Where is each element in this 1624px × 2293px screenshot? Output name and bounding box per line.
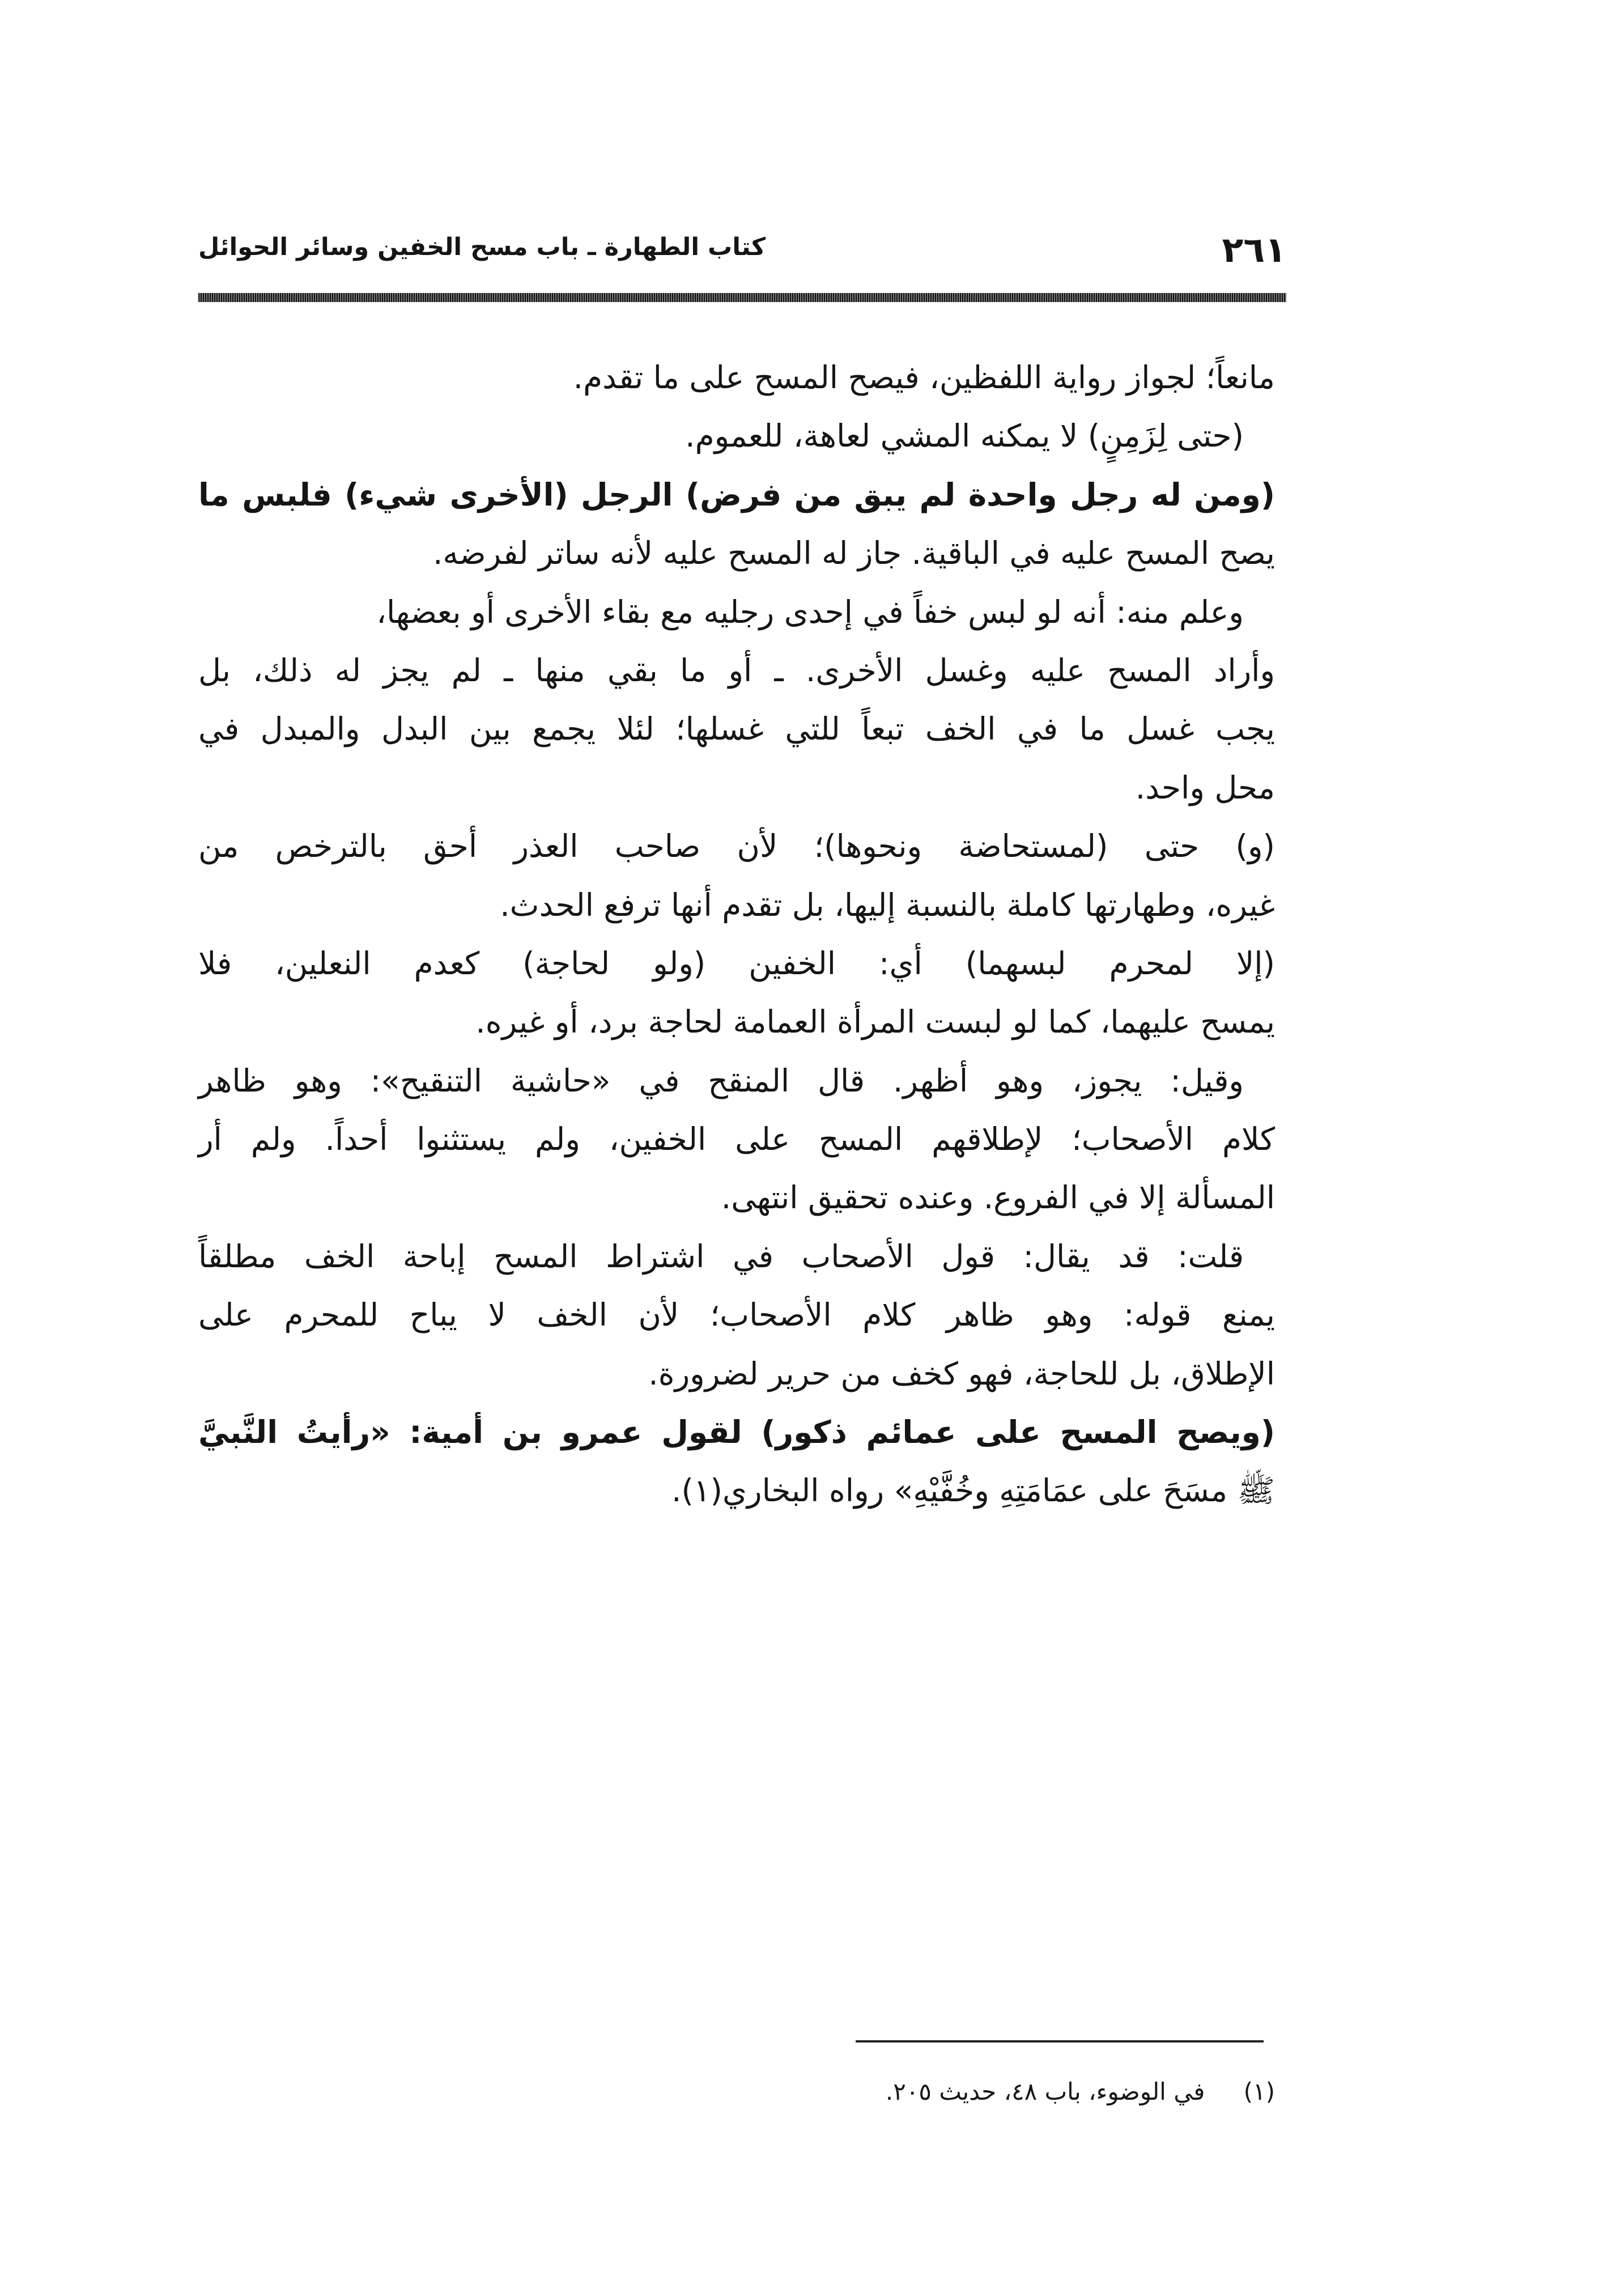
text-line: ﷺ مسَحَ على عمَامَتِهِ وخُفَّيْهِ» رواه البخاري(١). [671, 1472, 1275, 1509]
text-line: وعلم منه: أنه لو لبس خفاً في إحدى رجليه مع بقاء الأخرى أو بعضها، [376, 593, 1244, 630]
page-header [198, 224, 1286, 281]
text-line: (إلا لمحرم لبسهما) أي: الخفين (ولو لحاجة) كعدم النعلين، فلا [198, 945, 1275, 982]
text-line: المسألة إلا في الفروع. وعنده تحقيق انتهى. [721, 1179, 1275, 1216]
text-line: (ومن له رجل واحدة لم يبق من فرض) الرجل (الأخرى شيء) فلبس ما [198, 476, 1275, 513]
header-rule [198, 293, 1286, 302]
running-title: كتاب الطهارة ـ باب مسح الخفين وسائر الحوائل [198, 233, 766, 261]
text-line: يمنع قوله: وهو ظاهر كلام الأصحاب؛ لأن الخف لا يباح للمحرم على [198, 1297, 1275, 1334]
page-number: ٢٦١ [1222, 229, 1286, 270]
text-line: الإطلاق، بل للحاجة، فهو كخف من حرير لضرورة. [648, 1355, 1275, 1392]
footnote-text: في الوضوء، باب ٤٨، حديث ٢٠٥. [885, 2078, 1205, 2105]
footnote [198, 2077, 1275, 2107]
text-line: قلت: قد يقال: قول الأصحاب في اشتراط المسح إباحة الخف مطلقاً [198, 1238, 1244, 1275]
text-line: كلام الأصحاب؛ لإطلاقهم المسح على الخفين، ولم يستثنوا أحداً. ولم أر [198, 1121, 1275, 1158]
text-line: (ويصح المسح على عمائم ذكور) لقول عمرو بن أمية: «رأيتُ النَّبيَّ [198, 1414, 1275, 1451]
text-line: غيره، وطهارتها كاملة بالنسبة إليها، بل تقدم أنها ترفع الحدث. [500, 886, 1275, 923]
text-line: (حتى لِزَمِنٍ) لا يمكنه المشي لعاهة، للعموم. [685, 418, 1244, 455]
text-line: وقيل: يجوز، وهو أظهر. قال المنقح في «حاشية التنقيح»: وهو ظاهر [198, 1062, 1244, 1099]
text-line: وأراد المسح عليه وغسل الأخرى. ـ أو ما بقي منها ـ لم يجز له ذلك، بل [198, 652, 1275, 689]
text-line: (و) حتى (لمستحاضة ونحوها)؛ لأن صاحب العذر أحق بالترخص من [198, 828, 1275, 865]
text-line: يجب غسل ما في الخف تبعاً للتي غسلها؛ لئلا يجمع بين البدل والمبدل في [198, 711, 1275, 748]
footnote-number: (١) [1243, 2078, 1275, 2105]
text-line: يمسح عليهما، كما لو لبست المرأة العمامة لحاجة برد، أو غيره. [475, 1004, 1275, 1041]
text-line: محل واحد. [1135, 769, 1275, 806]
text-line: مانعاً؛ لجواز رواية اللفظين، فيصح المسح على ما تقدم. [573, 359, 1275, 396]
text-line: يصح المسح عليه في الباقية. جاز له المسح عليه لأنه ساتر لفرضه. [432, 535, 1275, 572]
footnote-separator [856, 2040, 1264, 2043]
main-text [198, 349, 1275, 1521]
